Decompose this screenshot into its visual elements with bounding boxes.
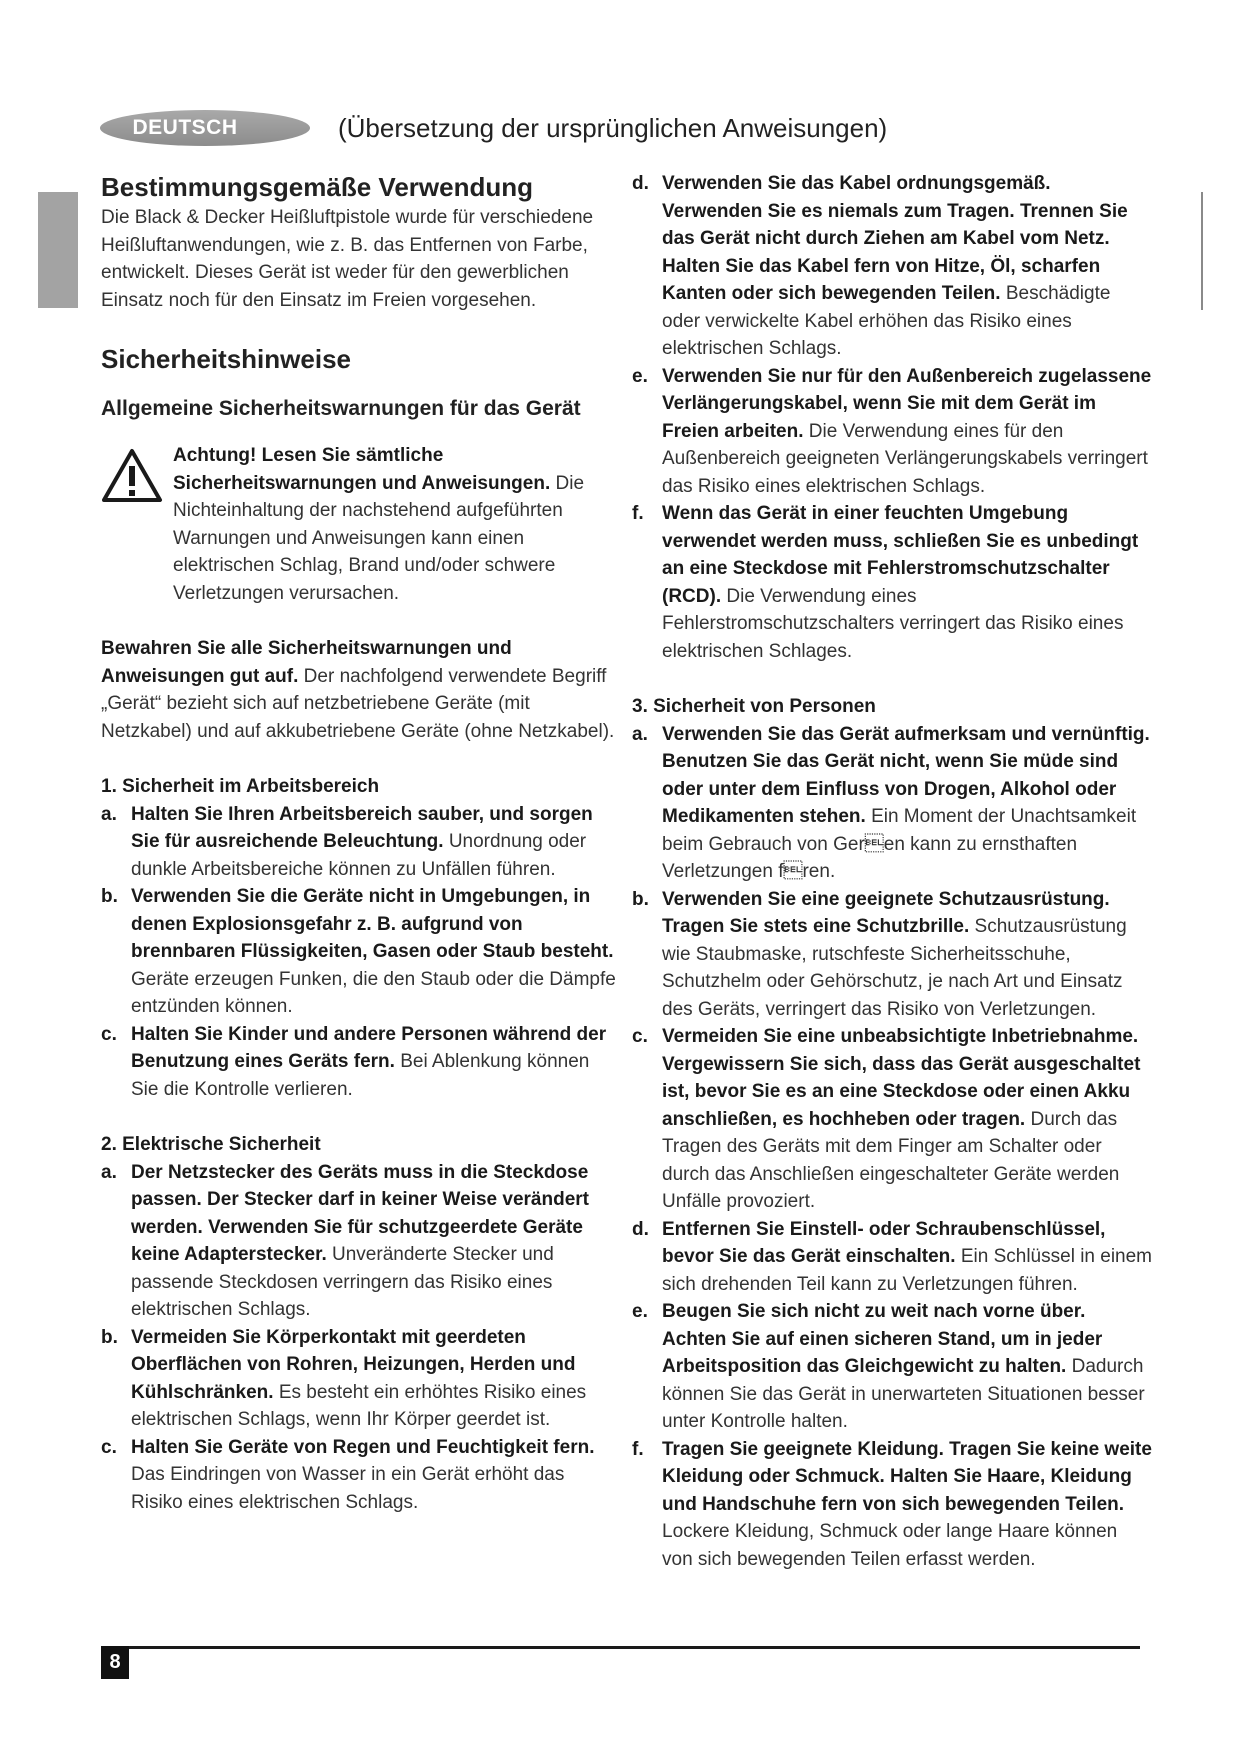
footer-rule [101, 1646, 1140, 1649]
intended-use-body: Die Black & Decker Heißluftpistole wurde für verschiedene Heißluftanwendungen, wie z. B. das Entfernen von Farbe, entwickelt. Dieses Gerät ist weder für den gewerblichen Einsatz noch für den Einsatz im Freien vorgesehen. [101, 207, 594, 311]
right-margin-rule [1201, 192, 1203, 310]
list-item: c. Vermeiden Sie eine unbeabsichtigte Inbetriebnahme. Vergewissern Sie sich, dass das Gerät ausgeschaltet ist, bevor Sie es an eine Steckdose oder einen Akku anschließen, es hochheben oder tragen. Durch das Tragen des Geräts mit dem Finger am Schalter oder durch das Anschließen eingeschalteter Geräte werden Unfälle provoziert. [632, 1026, 1141, 1212]
list-item: b. Verwenden Sie die Geräte nicht in Umgebungen, in denen Explosionsgefahr z. B. aufgrund von brennbaren Flüssigkeiten, Gasen oder Staub besteht. Geräte erzeugen Funken, die den Staub oder die Dämpfe entzünden können. [101, 886, 616, 1017]
section-work-area [101, 773, 621, 1103]
section-title: 2. Elektrische Sicherheit [101, 1134, 321, 1155]
list-item: f. Wenn das Gerät in einer feuchten Umgebung verwendet werden muss, schließen Sie es unbedingt an eine Steckdose mit Fehlerstromschutzschalter (RCD). Die Verwendung eines Fehlerstromschutzschalters verringert das Risiko eines elektrischen Schlages. [632, 503, 1139, 662]
general-warnings-title: Allgemeine Sicherheitswarnungen für das Gerät [101, 397, 581, 420]
keep-instructions-bold: Bewahren Sie alle Sicherheitswarnungen und Anweisungen gut auf. [101, 638, 512, 687]
warning-block [101, 442, 621, 607]
list-item: d. Entfernen Sie Einstell- oder Schraubenschlüssel, bevor Sie das Gerät einschalten. Ein Schlüssel in einem sich drehenden Teil kann zu Verletzungen führen. [632, 1218, 1153, 1295]
section-personal-safety [632, 693, 1152, 1573]
list-item: a. Verwenden Sie das Gerät aufmerksam und vernünftig. Benutzen Sie das Gerät nicht, wenn Sie müde sind oder unter dem Einfluss von Drogen, Alkohol oder Medikamenten stehen. Ein Moment der Unachtsamkeit beim Gebrauch von Geren kann zu ernsthaften Verletzungen fren. [632, 723, 1150, 882]
list-item: c. Halten Sie Geräte von Regen und Feuchtigkeit fern. Das Eindringen von Wasser in ein Gerät erhöht das Risiko eines elektrischen Schlags. [101, 1436, 595, 1513]
keep-instructions-text: Der nachfolgend verwendete Begriff „Gerät“ bezieht sich auf netzbetriebene Geräte (mit Netzkabel) und auf akkubetriebene Geräte (ohne Netzkabel). [101, 665, 615, 742]
left-column [101, 170, 621, 1516]
warning-bold: Achtung! Lesen Sie sämtliche Sicherheitswarnungen und Anweisungen. [173, 445, 551, 494]
list-item: b. Verwenden Sie eine geeignete Schutzausrüstung. Tragen Sie stets eine Schutzbrille. Schutzausrüstung wie Staubmaske, rutschfeste Sicherheitsschuhe, Schutzhelm oder Gehörschutz, je nach Art und Einsatz des Geräts, verringert das Risiko von Verletzungen. [632, 888, 1127, 1020]
warning-text: Die Nichteinhaltung der nachstehend aufgeführten Warnungen und Anweisungen kann einen elektrischen Schlag, Brand und/oder schwere Verletzungen verursachen. [173, 472, 585, 604]
list-item: b. Vermeiden Sie Körperkontakt mit geerdeten Oberflächen von Rohren, Heizungen, Herden und Kühlschränken. Es besteht ein erhöhtes Risiko eines elektrischen Schlags, wenn Ihr Körper geerdet ist. [101, 1326, 587, 1430]
safety-title: Sicherheitshinweise [101, 344, 351, 374]
list-item: d. Verwenden Sie das Kabel ordnungsgemäß. Verwenden Sie es niemals zum Tragen. Trennen Sie das Gerät nicht durch Ziehen am Kabel vom Netz. Halten Sie das Kabel fern von Hitze, Öl, scharfen Kanten oder sich bewegenden Teilen. Beschädigte oder verwickelte Kabel erhöhen das Risiko eines elektrischen Schlags. [632, 173, 1128, 359]
section-electrical [101, 1131, 621, 1516]
side-tab-marker [38, 192, 78, 308]
language-label: DEUTSCH [132, 116, 238, 139]
list-item: c. Halten Sie Kinder und andere Personen während der Benutzung eines Geräts fern. Bei Ablenkung können Sie die Kontrolle verlieren. [101, 1023, 607, 1100]
list-item: a. Der Netzstecker des Geräts muss in die Steckdose passen. Der Stecker darf in keiner Weise verändert werden. Verwenden Sie für schutzgeerdete Geräte keine Adapterstecker. Unveränderte Stecker und passende Steckdosen verringern das Risiko eines elektrischen Schlags. [101, 1161, 589, 1320]
list-item: a. Halten Sie Ihren Arbeitsbereich sauber, und sorgen Sie für ausreichende Beleuchtung. Unordnung oder dunkle Arbeitsbereiche können zu Unfällen führen. [101, 803, 593, 880]
header-subtitle: (Übersetzung der ursprünglichen Anweisungen) [338, 113, 888, 143]
language-badge [100, 110, 310, 146]
page-number: 8 [101, 1646, 129, 1679]
list-item: e. Verwenden Sie nur für den Außenbereich zugelassene Verlängerungskabel, wenn Sie mit dem Gerät im Freien arbeiten. Die Verwendung eines für den Außenbereich geeigneten Verlängerungskabels verringert das Risiko eines elektrischen Schlags. [632, 365, 1152, 497]
list-item: e. Beugen Sie sich nicht zu weit nach vorne über. Achten Sie auf einen sicheren Stand, um in jeder Arbeitsposition das Gleichgewicht zu halten. Dadurch können Sie das Gerät in unerwarteten Situationen besser unter Kontrolle halten. [632, 1301, 1145, 1432]
section-title: 3. Sicherheit von Personen [632, 696, 876, 717]
list-item: f. Tragen Sie geeignete Kleidung. Tragen Sie keine weite Kleidung oder Schmuck. Halten Sie Haare, Kleidung und Handschuhe fern von sich bewegenden Teilen. Lockere Kleidung, Schmuck oder lange Haare können von sich bewegenden Teilen erfasst werden. [632, 1438, 1152, 1570]
intended-use-title: Bestimmungsgemäße Verwendung [101, 172, 533, 202]
warning-triangle-icon [101, 448, 163, 504]
section-title: 1. Sicherheit im Arbeitsbereich [101, 776, 380, 797]
right-column [632, 170, 1152, 1573]
